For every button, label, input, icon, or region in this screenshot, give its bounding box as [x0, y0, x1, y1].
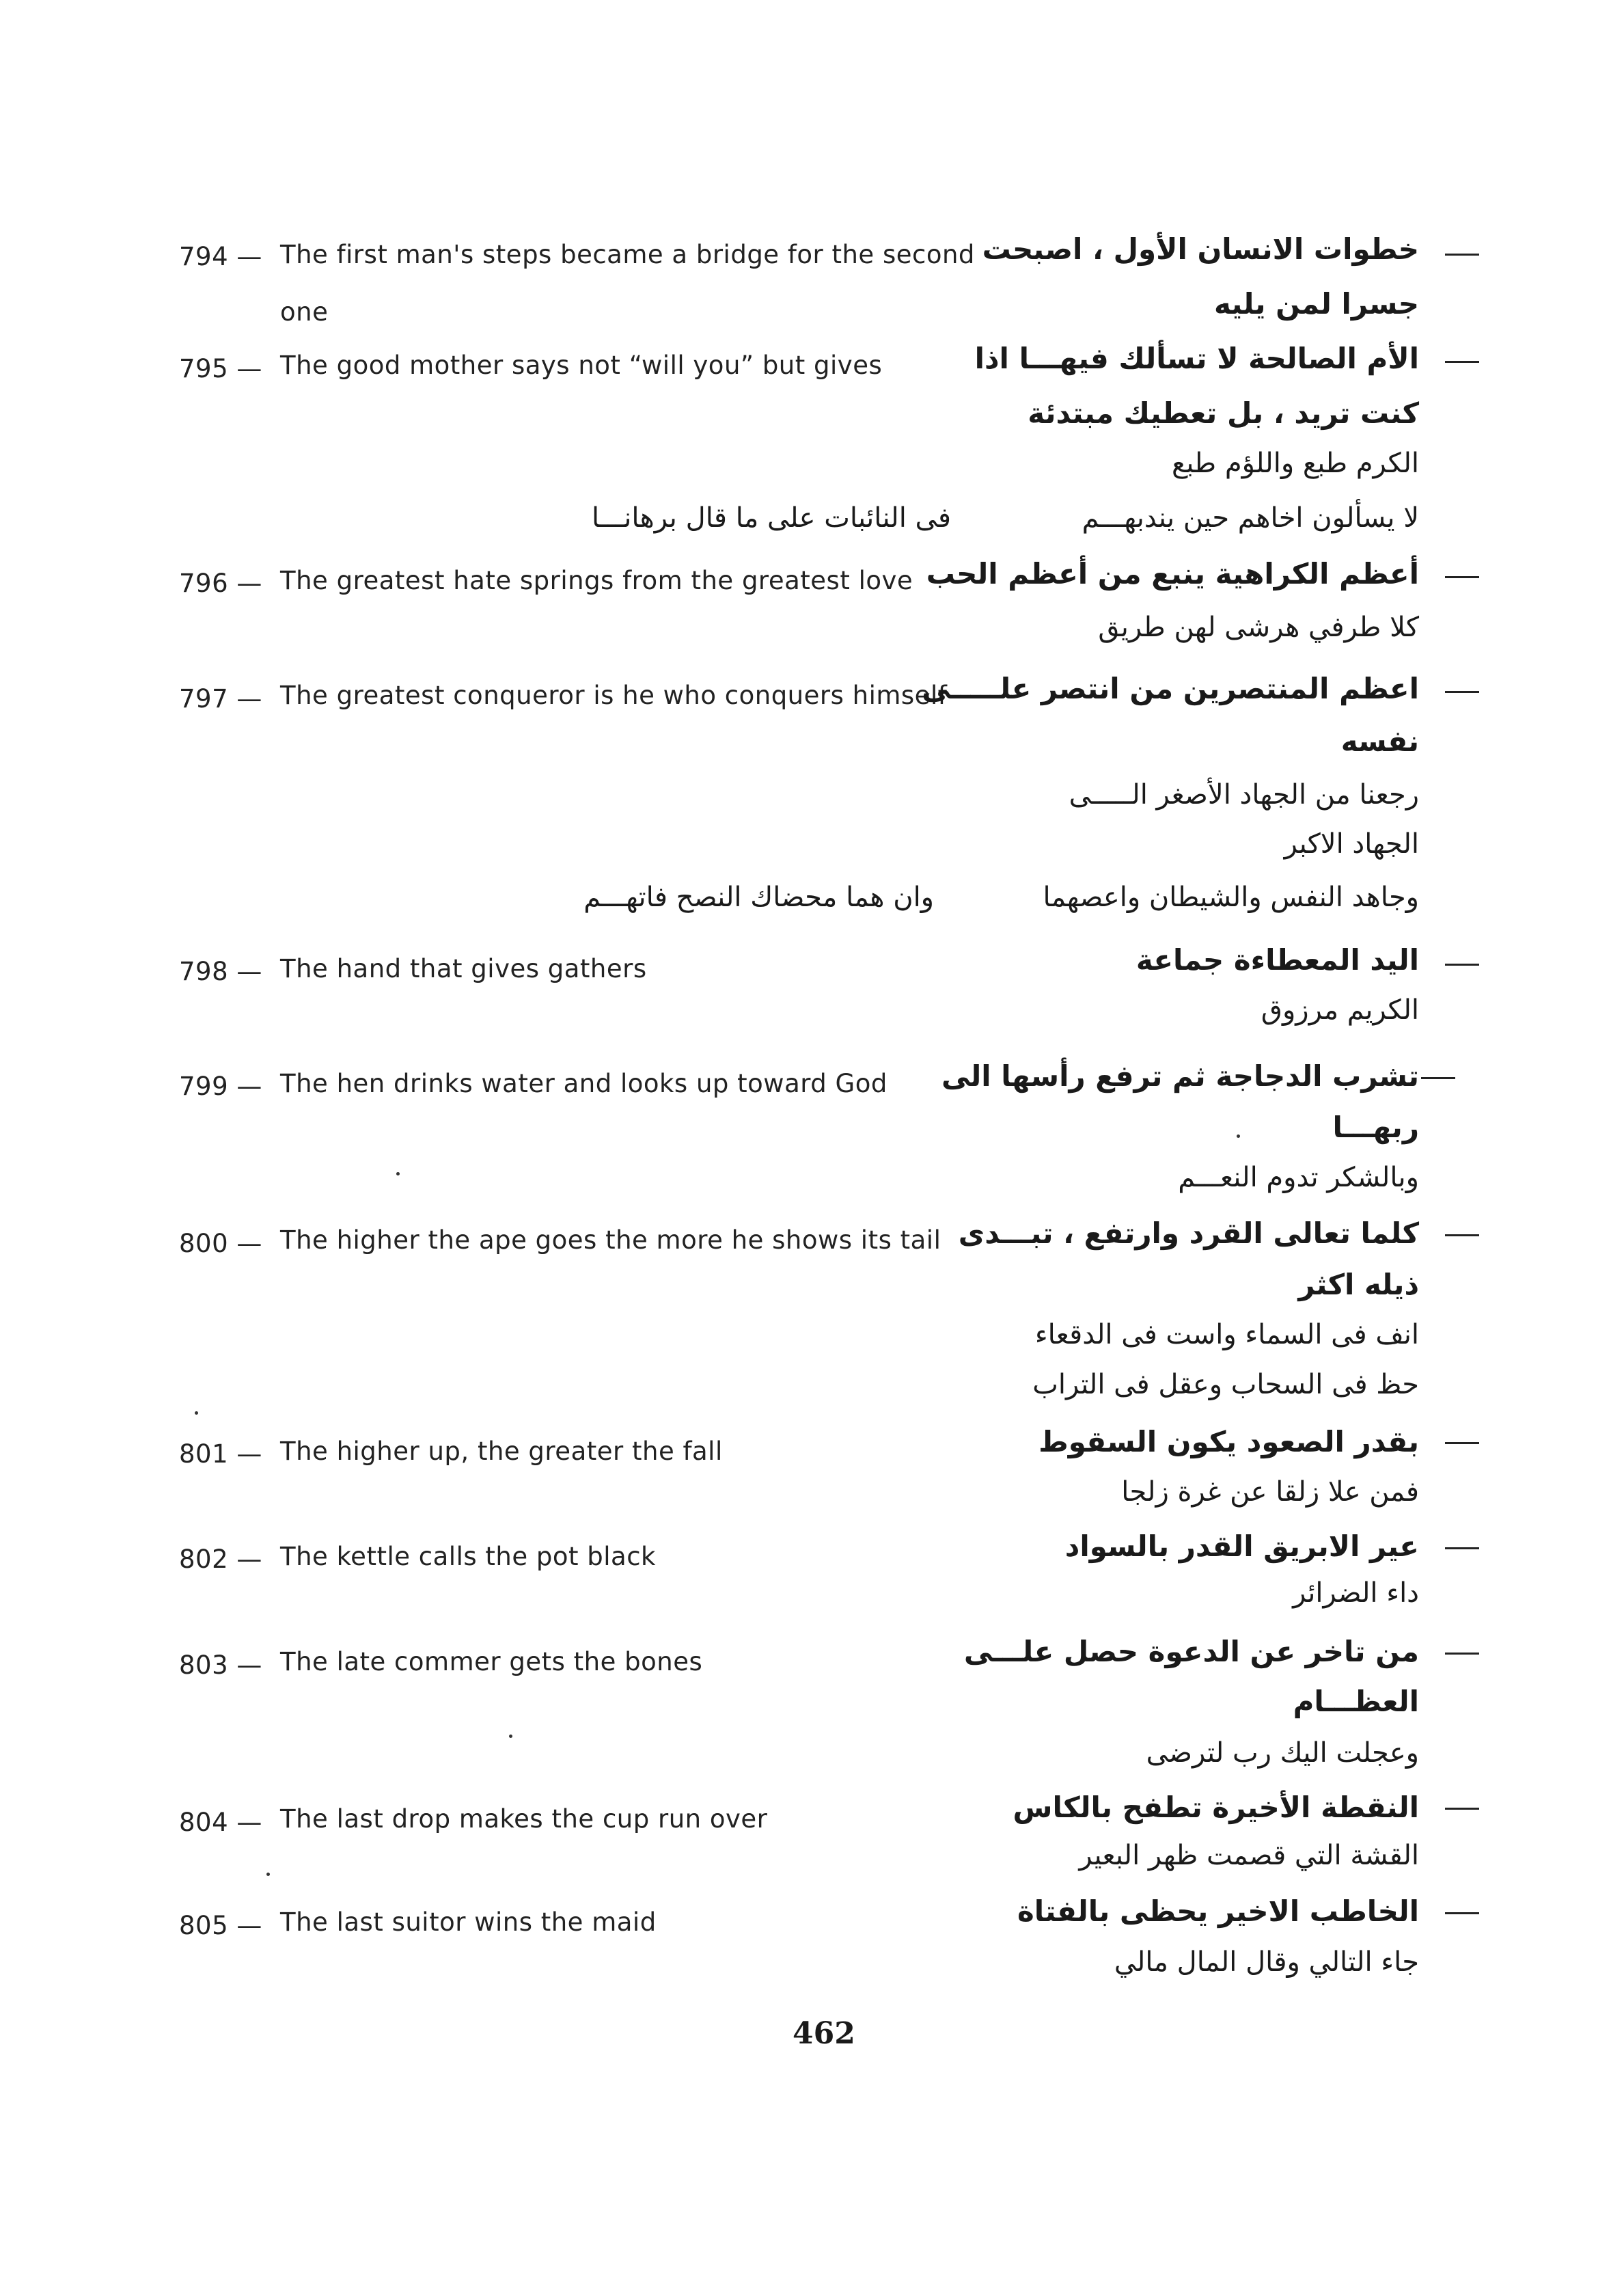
arabic-verse-left: فى النائبات على ما قال برهانـــا — [591, 502, 951, 534]
arabic-equivalent: وبالشكر تدوم النعـــم — [1178, 1162, 1419, 1193]
entry-number: 794 — — [179, 242, 262, 271]
arabic-proverb: من تاخر عن الدعوة حصل علـــى — [963, 1635, 1419, 1668]
english-proverb: The higher the ape goes the more he shows its tail — [280, 1225, 941, 1255]
entry-number: 798 — — [179, 957, 262, 986]
scan-speck — [396, 1172, 400, 1175]
arabic-proverb: اعظم المنتصرين من انتصر علـــــى — [922, 672, 1419, 705]
arabic-equivalent: كلا طرفي هرشى لهن طريق — [1098, 612, 1419, 643]
arabic-equivalent: انف فى السماء واست فى الدقعاء — [1034, 1319, 1419, 1350]
entry-number: 804 — — [179, 1808, 262, 1837]
entry-dash — [1445, 1912, 1479, 1914]
english-proverb: The last suitor wins the maid — [280, 1907, 657, 1937]
entry-number: 797 — — [179, 684, 262, 713]
entry-number: 795 — — [179, 354, 262, 383]
arabic-equivalent: الكريم مرزوق — [1261, 994, 1419, 1026]
english-proverb: The first man's steps became a bridge for the second — [280, 240, 975, 269]
arabic-equivalent: القشة التي قصمت ظهر البعير — [1079, 1840, 1419, 1871]
arabic-proverb: الخاطب الاخير يحظى بالفتاة — [1017, 1894, 1419, 1928]
english-proverb: The hand that gives gathers — [280, 954, 647, 983]
entry-dash — [1445, 254, 1479, 256]
english-proverb: The higher up, the greater the fall — [280, 1437, 723, 1466]
entry-dash — [1445, 1547, 1479, 1549]
english-proverb: The late commer gets the bones — [280, 1647, 703, 1676]
entry-dash — [1445, 1442, 1479, 1444]
page-number: 462 — [793, 2016, 855, 2051]
arabic-proverb: عير الابريق القدر بالسواد — [1064, 1530, 1419, 1563]
arabic-proverb-continued: ربهـــا — [1332, 1111, 1419, 1144]
arabic-proverb: النقطة الأخيرة تطفح بالكاس — [1013, 1791, 1419, 1824]
arabic-equivalent: جاء التالي وقال المال مالي — [1114, 1946, 1419, 1978]
arabic-equivalent: وعجلت اليك رب لترضى — [1146, 1737, 1419, 1769]
entry-dash — [1445, 1234, 1479, 1236]
arabic-verse-right: وجاهد النفس والشيطان واعصهما — [1043, 882, 1419, 913]
arabic-equivalent: فمن علا زلقا عن غرة زلجا — [1121, 1476, 1419, 1508]
entry-dash — [1445, 1653, 1479, 1655]
entry-dash — [1445, 361, 1479, 363]
entry-dash — [1421, 1077, 1455, 1079]
english-proverb: The hen drinks water and looks up toward God — [280, 1069, 887, 1098]
arabic-proverb-continued: ذيله اكثر — [1298, 1268, 1419, 1301]
english-proverb-continued: one — [280, 297, 329, 327]
arabic-equivalent-continued: حظ فى السحاب وعقل فى التراب — [1032, 1369, 1419, 1400]
arabic-verse-right: لا يسألون اخاهم حين يندبهـــم — [1082, 502, 1419, 534]
entry-number: 801 — — [179, 1439, 262, 1469]
entry-number: 805 — — [179, 1911, 262, 1940]
entry-dash — [1445, 691, 1479, 693]
scan-speck — [195, 1411, 198, 1415]
entry-number: 796 — — [179, 569, 262, 598]
arabic-proverb: اليد المعطاءة جماعة — [1136, 943, 1419, 977]
scan-speck — [509, 1735, 512, 1738]
scan-speck — [1237, 1134, 1240, 1138]
arabic-proverb: خطوات الانسان الأول ، اصبحت — [982, 232, 1419, 266]
arabic-proverb-continued: كنت تريد ، بل تعطيك مبتدئة — [1028, 396, 1419, 430]
entry-number: 803 — — [179, 1650, 262, 1680]
arabic-proverb-continued: العظـــام — [1293, 1685, 1419, 1718]
english-proverb: The greatest hate springs from the greatest love — [280, 566, 913, 595]
arabic-proverb: أعظم الكراهية ينبع من أعظم الحب — [926, 557, 1419, 590]
arabic-proverb-continued: نفسه — [1340, 724, 1419, 758]
english-proverb: The kettle calls the pot black — [280, 1542, 656, 1571]
arabic-equivalent: رجعنا من الجهاد الأصغر الـــــى — [1069, 779, 1419, 811]
entry-number: 800 — — [179, 1229, 262, 1258]
entry-dash — [1445, 576, 1479, 578]
arabic-equivalent: داء الضرائر — [1293, 1577, 1419, 1609]
arabic-equivalent: الكرم طبع واللؤم طبع — [1171, 448, 1419, 479]
english-proverb: The good mother says not “will you” but gives — [280, 351, 883, 380]
arabic-proverb: بقدر الصعود يكون السقوط — [1038, 1425, 1419, 1458]
arabic-verse-left: وان هما محضاك النصح فاتهـــم — [583, 882, 934, 913]
entry-number: 802 — — [179, 1545, 262, 1574]
entry-dash — [1445, 1808, 1479, 1810]
scan-speck — [266, 1873, 270, 1876]
arabic-proverb-continued: جسرا لمن يليه — [1213, 287, 1419, 321]
english-proverb: The last drop makes the cup run over — [280, 1804, 768, 1834]
arabic-proverb: كلما تعالى القرد وارتفع ، تبـــدى — [958, 1216, 1419, 1250]
entry-dash — [1445, 964, 1479, 966]
entry-number: 799 — — [179, 1072, 262, 1101]
arabic-proverb: الأم الصالحة لا تسألك فيهـــا اذا — [974, 342, 1419, 375]
arabic-equivalent-continued: الجهاد الاكبر — [1284, 828, 1419, 860]
arabic-proverb: تشرب الدجاجة ثم ترفع رأسها الى — [941, 1059, 1419, 1093]
english-proverb: The greatest conqueror is he who conquers himself — [280, 681, 948, 710]
